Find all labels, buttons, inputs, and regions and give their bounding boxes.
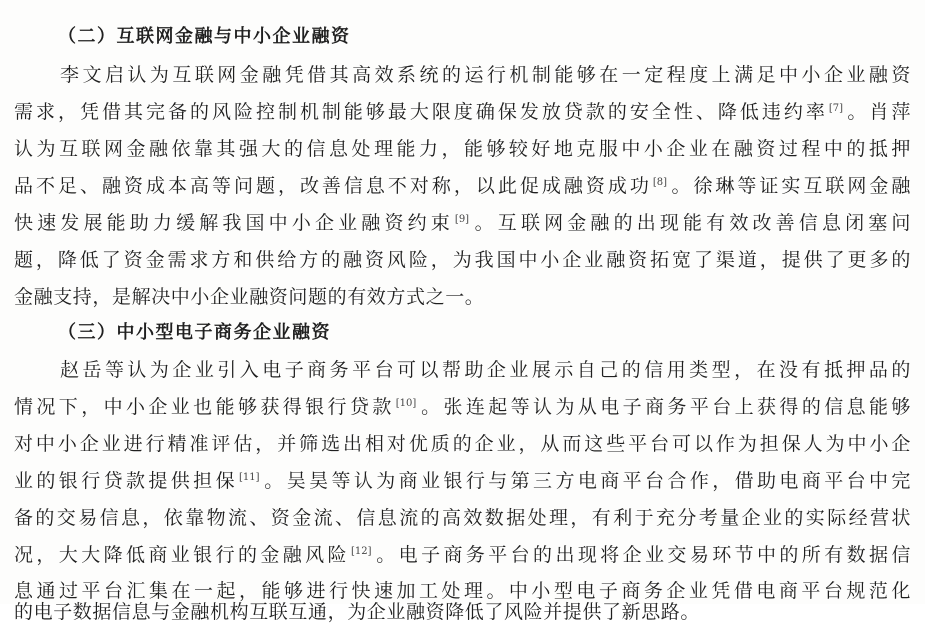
line-text: 业的银行贷款提供担保 xyxy=(14,470,238,492)
paragraph-line xyxy=(60,60,911,90)
paragraph-line-cut xyxy=(14,597,911,627)
line-text: 。肖萍 xyxy=(845,101,912,123)
paragraph-line xyxy=(14,466,911,496)
paragraph-line xyxy=(14,429,911,459)
line-text: 。张连起等认为从电子商务平台上获得的信息能够 xyxy=(418,396,912,418)
line-text: 认为互联网金融依靠其强大的信息处理能力，能够较好地克服中小企业在融资过程中的抵押 xyxy=(14,138,911,160)
paragraph-line xyxy=(14,208,911,238)
citation-ref: [8] xyxy=(652,177,668,188)
paragraph-line xyxy=(14,134,911,164)
line-text: 的电子数据信息与金融机构互联互通，为企业融资降低了风险并提供了新思路。 xyxy=(14,601,701,623)
line-text: 。互联网金融的出现能有效改善信息闭塞问 xyxy=(471,212,912,234)
line-text: 快速发展能助力缓解我国中小企业融资约束 xyxy=(14,212,454,234)
line-text: 题，降低了资金需求方和供给方的融资风险，为我国中小企业融资拓宽了渠道，提供了更多的 xyxy=(14,249,911,271)
line-text: 李文启认为互联网金融凭借其高效系统的运行机制能够在一定程度上满足中小企业融资 xyxy=(60,64,911,86)
line-text: 金融支持，是解决中小企业融资问题的有效方式之一。 xyxy=(14,286,485,308)
line-text: 需求，凭借其完备的风险控制机制能够最大限度确保发放贷款的安全性、降低违约率 xyxy=(14,101,828,123)
citation-ref: [11] xyxy=(238,472,260,483)
line-text: 品不足、融资成本高等问题，改善信息不对称，以此促成融资成功 xyxy=(14,175,652,197)
paragraph-line xyxy=(14,392,911,422)
line-text: 。电子商务平台的出现将企业交易环节中的所有数据信 xyxy=(373,544,911,566)
paragraph-line xyxy=(14,503,911,533)
line-text: 赵岳等认为企业引入电子商务平台可以帮助企业展示自己的信用类型，在没有抵押品的 xyxy=(60,359,911,381)
line-text: 息通过平台汇集在一起，能够进行快速加工处理。中小型电子商务企业凭借电商平台规范化 xyxy=(14,580,911,602)
paragraph-line xyxy=(14,171,911,201)
citation-ref: [12] xyxy=(350,546,372,557)
paragraph-line xyxy=(14,282,911,312)
paragraph-line xyxy=(60,355,911,385)
line-text: 情况下，中小企业也能够获得银行贷款 xyxy=(14,396,395,418)
paragraph-line xyxy=(14,97,911,127)
line-text: 况，大大降低商业银行的金融风险 xyxy=(14,544,350,566)
paragraph-line xyxy=(14,245,911,275)
line-text: 对中小企业进行精准评估，并筛选出相对优质的企业，从而这些平台可以作为担保人为中小企 xyxy=(14,433,911,455)
line-text: 备的交易信息，依靠物流、资金流、信息流的高效数据处理，有利于充分考量企业的实际经营状 xyxy=(14,507,911,529)
line-text: 。吴昊等认为商业银行与第三方电商平台合作，借助电商平台中完 xyxy=(261,470,911,492)
citation-ref: [10] xyxy=(395,398,417,409)
line-text: 。徐琳等证实互联网金融 xyxy=(669,175,911,197)
citation-ref: [9] xyxy=(454,214,470,225)
section-heading-internet-finance: （二）互联网金融与中小企业融资 xyxy=(58,26,351,47)
section-heading-small-ecommerce: （三）中小型电子商务企业融资 xyxy=(58,322,331,343)
paragraph-line xyxy=(14,540,911,570)
citation-ref: [7] xyxy=(828,103,844,114)
